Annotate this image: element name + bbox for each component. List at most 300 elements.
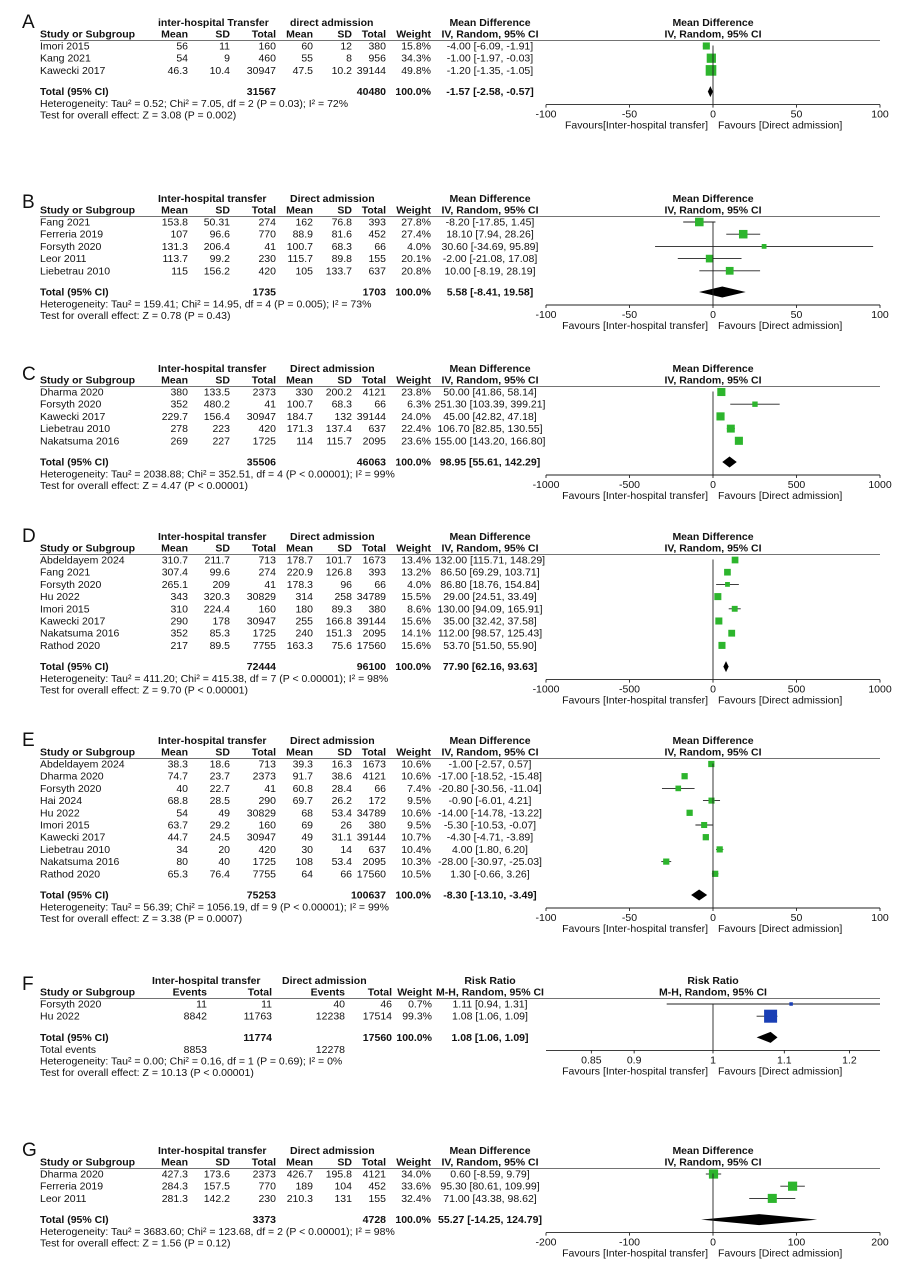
study-value: 100.7 <box>286 240 313 253</box>
study-point <box>681 773 687 779</box>
footer-text: Heterogeneity: Tau² = 3683.60; Chi² = 123.68, df = 2 (P < 0.00001); I² = 98% <box>40 1226 395 1239</box>
study-value: 637 <box>368 265 386 278</box>
study-value: 343 <box>170 591 188 604</box>
column-header: Study or Subgroup <box>40 746 136 759</box>
column-header: SD <box>215 1156 230 1169</box>
study-name: Liebetrau 2010 <box>40 843 111 856</box>
study-point <box>726 267 734 275</box>
study-point <box>789 1002 793 1006</box>
study-point <box>706 65 717 76</box>
study-point <box>715 617 722 624</box>
study-value: 171.3 <box>286 423 313 436</box>
study-value: 41 <box>264 782 276 795</box>
axis-tick-label: 100 <box>871 108 889 121</box>
study-ci: -2.00 [-21.08, 17.08] <box>442 253 538 266</box>
pooled-diamond <box>699 287 746 298</box>
total-value: 1735 <box>252 286 276 299</box>
study-ci: 1.30 [-0.66, 3.26] <box>450 868 530 881</box>
axis-tick-label: -100 <box>535 912 557 924</box>
study-value: 20 <box>218 843 230 856</box>
study-value: 156.2 <box>203 265 230 278</box>
study-value: 211.7 <box>204 554 230 567</box>
study-value: 91.7 <box>292 770 313 783</box>
column-header: Mean <box>286 542 313 555</box>
total-value: 100.0% <box>395 286 431 299</box>
axis-tick-label: -50 <box>621 309 638 321</box>
study-value: 1725 <box>252 627 276 640</box>
study-value: 209 <box>212 578 230 591</box>
study-value: 10.2 <box>331 64 352 77</box>
study-name: Imori 2015 <box>40 819 90 832</box>
study-ci: -8.20 [-17.85, 1.45] <box>445 216 535 229</box>
axis-tick-label: 50 <box>790 912 803 924</box>
study-ci: 53.70 [51.50, 55.90] <box>443 639 537 652</box>
column-header: Total <box>361 204 386 217</box>
column-header: Weight <box>397 986 432 999</box>
study-value: 60.8 <box>292 782 313 795</box>
study-value: 281.3 <box>161 1192 188 1205</box>
pooled-diamond <box>723 661 728 672</box>
study-value: 420 <box>258 265 276 278</box>
study-value: 55 <box>301 52 313 65</box>
study-value: 2095 <box>362 627 386 640</box>
effect-subheader: IV, Random, 95% CI <box>441 28 539 41</box>
forest-plot-d <box>0 526 918 726</box>
column-header: Weight <box>396 542 431 555</box>
study-value: 89.3 <box>331 603 352 616</box>
study-value: 290 <box>170 615 188 628</box>
study-point <box>709 1169 718 1178</box>
study-value: 26 <box>340 819 352 832</box>
study-value: 184.7 <box>286 410 313 423</box>
favours-right: Favours [Direct admission] <box>718 923 843 935</box>
axis-tick-label: 0.85 <box>581 1054 602 1067</box>
study-value: 115.7 <box>287 253 313 266</box>
study-ci: 35.00 [32.42, 37.58] <box>443 615 537 628</box>
study-value: 393 <box>368 566 386 579</box>
study-value: 40 <box>333 998 345 1011</box>
study-name: Liebetrau 2010 <box>40 423 111 436</box>
study-value: 1673 <box>362 758 386 771</box>
study-value: 88.9 <box>292 228 313 241</box>
effect-subheader: IV, Random, 95% CI <box>441 542 539 555</box>
study-value: 28.5 <box>209 795 230 808</box>
column-header: Study or Subgroup <box>40 986 136 999</box>
total-label: Total (95% CI) <box>40 86 109 99</box>
study-value: 100.7 <box>286 398 313 411</box>
study-value: 2373 <box>252 386 276 399</box>
study-value: 224.4 <box>203 603 230 616</box>
study-value: 269 <box>170 435 188 448</box>
study-value: 220.9 <box>286 566 313 579</box>
study-value: 39144 <box>356 615 386 628</box>
footer-text: Test for overall effect: Z = 10.13 (P < 0.00001) <box>40 1066 254 1079</box>
study-name: Dharma 2020 <box>40 770 104 783</box>
axis-tick-label: -50 <box>621 108 638 121</box>
column-header: SD <box>215 542 230 555</box>
study-name: Kawecki 2017 <box>40 64 106 77</box>
study-ci: 251.30 [103.39, 399.21] <box>434 398 546 411</box>
study-value: 17560 <box>356 639 386 652</box>
study-value: 89.8 <box>331 253 352 266</box>
effect-header: Mean Difference <box>449 363 531 375</box>
study-name: Fang 2021 <box>40 216 91 229</box>
study-value: 155 <box>368 1192 386 1205</box>
effect-header: Mean Difference <box>449 531 531 543</box>
study-value: 23.8% <box>401 386 431 399</box>
axis-tick-label: -500 <box>618 479 641 491</box>
study-name: Kawecki 2017 <box>40 410 106 423</box>
favours-left: Favours [Inter-hospital transfer] <box>562 1065 708 1078</box>
total-ci: -1.57 [-2.58, -0.57] <box>446 86 534 99</box>
favours-left: Favours [Inter-hospital transfer] <box>562 923 708 935</box>
study-name: Fang 2021 <box>40 566 91 579</box>
study-value: 96 <box>340 578 352 591</box>
effect-header: Mean Difference <box>449 735 531 747</box>
study-value: 8842 <box>183 1010 207 1023</box>
study-value: 39144 <box>356 831 386 844</box>
axis-tick-label: 0 <box>710 912 716 924</box>
column-header: Mean <box>161 374 188 387</box>
study-value: 65.3 <box>167 868 188 881</box>
favours-right: Favours [Direct admission] <box>718 1065 843 1078</box>
study-name: Ferreria 2019 <box>40 228 104 241</box>
study-value: 40 <box>176 782 188 795</box>
study-value: 23.6% <box>401 435 431 448</box>
study-value: 27.4% <box>401 228 431 241</box>
study-value: 49 <box>218 807 230 820</box>
study-name: Forsyth 2020 <box>40 998 102 1011</box>
study-value: 189 <box>295 1180 313 1193</box>
group-header: Direct admission <box>290 1145 375 1157</box>
column-header: SD <box>215 28 230 41</box>
study-value: 420 <box>258 423 276 436</box>
axis-tick-label: -200 <box>535 1236 557 1249</box>
panel-label: G <box>22 1140 37 1161</box>
total-value: 4728 <box>362 1214 386 1227</box>
study-point <box>728 630 735 637</box>
study-value: 30947 <box>246 410 276 423</box>
forest-plot-c <box>0 358 918 523</box>
study-value: 49.8% <box>401 64 431 77</box>
study-value: 314 <box>295 591 313 604</box>
axis-tick-label: 0 <box>710 683 716 696</box>
study-value: 8.6% <box>407 603 431 616</box>
study-value: 1673 <box>362 554 386 567</box>
column-header: Mean <box>161 204 188 217</box>
total-events-value: 8853 <box>183 1043 207 1056</box>
study-value: 30829 <box>246 591 276 604</box>
total-label: Total (95% CI) <box>40 661 109 674</box>
group-header: Direct admission <box>282 975 367 987</box>
study-ci: 132.00 [115.71, 148.29] <box>434 554 546 567</box>
study-value: 22.7 <box>209 782 230 795</box>
study-value: 307.4 <box>161 566 188 579</box>
study-value: 420 <box>258 843 276 856</box>
column-header: Weight <box>396 204 431 217</box>
study-value: 28.4 <box>331 782 352 795</box>
effect-subheader: M-H, Random, 95% CI <box>436 986 544 999</box>
study-value: 68 <box>301 807 313 820</box>
axis-tick-label: -500 <box>618 683 641 696</box>
column-header: Total <box>361 746 386 759</box>
pooled-diamond <box>691 890 707 901</box>
plot-subheader: IV, Random, 95% CI <box>664 374 762 387</box>
column-header: Total <box>251 746 276 759</box>
study-value: 160 <box>258 40 276 53</box>
study-value: 9.5% <box>407 795 431 808</box>
study-value: 380 <box>170 386 188 399</box>
study-point <box>703 42 710 49</box>
axis-tick-label: -1000 <box>532 479 560 491</box>
column-header: SD <box>215 374 230 387</box>
study-value: 12238 <box>315 1010 345 1023</box>
study-value: 66 <box>374 398 386 411</box>
study-value: 30947 <box>246 831 276 844</box>
favours-left: Favours [Inter-hospital transfer] <box>562 320 708 332</box>
study-point <box>739 230 748 239</box>
study-value: 41 <box>264 398 276 411</box>
forest-plot-e <box>0 730 918 970</box>
total-value: 72444 <box>246 661 276 674</box>
column-header: Total <box>361 28 386 41</box>
study-value: 278 <box>170 423 188 436</box>
column-header: Mean <box>161 542 188 555</box>
group-header: Inter-hospital transfer <box>152 975 261 987</box>
study-value: 427.3 <box>161 1168 188 1181</box>
axis-tick-label: 50 <box>790 309 803 321</box>
axis-tick-label: 0.9 <box>626 1054 642 1067</box>
total-ci: -8.30 [-13.10, -3.49] <box>443 889 537 902</box>
footer-text: Heterogeneity: Tau² = 159.41; Chi² = 14.95, df = 4 (P = 0.005); I² = 73% <box>40 298 372 311</box>
total-ci: 5.58 [-8.41, 19.58] <box>446 286 534 299</box>
axis-tick-label: 1.2 <box>842 1054 857 1067</box>
study-ci: -14.00 [-14.78, -13.22] <box>438 807 542 820</box>
forest-plot-f <box>0 970 918 1135</box>
study-value: 81.6 <box>331 228 352 241</box>
column-header: Total <box>247 986 272 999</box>
study-point <box>732 606 738 612</box>
study-value: 47.5 <box>292 64 313 77</box>
effect-subheader: IV, Random, 95% CI <box>441 746 539 759</box>
study-value: 380 <box>368 603 386 616</box>
study-value: 13.4% <box>401 554 431 567</box>
study-value: 54 <box>176 52 188 65</box>
study-value: 53.4 <box>331 807 352 820</box>
study-value: 206.4 <box>203 240 230 253</box>
study-value: 17560 <box>356 868 386 881</box>
plot-subheader: IV, Random, 95% CI <box>664 204 762 217</box>
study-ci: 29.00 [24.51, 33.49] <box>443 591 537 604</box>
total-label: Total (95% CI) <box>40 1214 109 1227</box>
study-value: 75.6 <box>331 639 352 652</box>
total-ci: 77.90 [62.16, 93.63] <box>442 661 538 674</box>
study-value: 41 <box>264 240 276 253</box>
study-name: Liebetrau 2010 <box>40 265 111 278</box>
study-value: 39144 <box>356 64 386 77</box>
study-point <box>714 593 721 600</box>
study-point <box>724 569 731 576</box>
column-header: Mean <box>286 28 313 41</box>
favours-right: Favours [Direct admission] <box>718 490 843 502</box>
study-value: 23.7 <box>209 770 230 783</box>
favours-left: Favours [Inter-hospital transfer] <box>562 490 708 502</box>
study-value: 258 <box>334 591 352 604</box>
total-value: 3373 <box>252 1214 276 1227</box>
study-value: 34 <box>176 843 188 856</box>
column-header: Mean <box>161 1156 188 1169</box>
study-value: 452 <box>368 1180 386 1193</box>
plot-header: Mean Difference <box>672 17 754 29</box>
study-value: 0.7% <box>408 998 432 1011</box>
favours-left: Favours[Inter-hospital transfer] <box>565 119 708 132</box>
total-value: 35506 <box>246 456 276 469</box>
study-value: 770 <box>258 228 276 241</box>
study-point <box>788 1182 797 1191</box>
column-header: Events <box>172 986 207 999</box>
footer-text: Heterogeneity: Tau² = 56.39; Chi² = 1056.19, df = 9 (P < 0.00001); I² = 99% <box>40 901 389 914</box>
study-value: 274 <box>258 216 276 229</box>
study-point <box>717 388 725 396</box>
study-ci: 30.60 [-34.69, 95.89] <box>441 240 539 253</box>
study-value: 30 <box>301 843 313 856</box>
group-header: Inter-hospital transfer <box>158 735 267 747</box>
study-value: 255 <box>295 615 313 628</box>
axis-tick-label: -50 <box>621 912 638 924</box>
forest-panel-d <box>0 526 918 726</box>
plot-header: Mean Difference <box>672 363 754 375</box>
study-value: 31.1 <box>331 831 352 844</box>
study-point <box>706 255 714 263</box>
column-header: Study or Subgroup <box>40 542 136 555</box>
study-value: 166.8 <box>325 615 352 628</box>
plot-header: Mean Difference <box>672 531 754 543</box>
axis-tick-label: 1000 <box>868 479 892 491</box>
column-header: Total <box>367 986 392 999</box>
study-point <box>708 761 714 767</box>
study-point <box>708 798 714 804</box>
study-name: Imori 2015 <box>40 603 90 616</box>
plot-subheader: M-H, Random, 95% CI <box>659 986 767 999</box>
forest-plot-g <box>0 1140 918 1280</box>
study-point <box>752 402 757 407</box>
study-point <box>703 834 709 840</box>
total-value: 17560 <box>362 1031 392 1044</box>
favours-right: Favours [Direct admission] <box>718 119 843 132</box>
study-point <box>727 425 735 433</box>
study-value: 34.0% <box>401 1168 431 1181</box>
total-ci: 1.08 [1.06, 1.09] <box>451 1031 529 1044</box>
study-value: 29.2 <box>209 819 230 832</box>
plot-subheader: IV, Random, 95% CI <box>664 1156 762 1169</box>
study-name: Hu 2022 <box>40 807 80 820</box>
favours-left: Favours [Inter-hospital transfer] <box>562 1247 708 1260</box>
axis-tick-label: -100 <box>535 108 557 121</box>
study-point <box>716 412 724 420</box>
study-value: 200.2 <box>325 386 352 399</box>
study-ci: 71.00 [43.38, 98.62] <box>443 1192 537 1205</box>
plot-subheader: IV, Random, 95% CI <box>664 746 762 759</box>
study-value: 210.3 <box>286 1192 313 1205</box>
study-value: 10.3% <box>401 856 431 869</box>
study-ci: 18.10 [7.94, 28.26] <box>446 228 534 241</box>
study-name: Dharma 2020 <box>40 386 104 399</box>
study-value: 2373 <box>252 770 276 783</box>
study-value: 4.0% <box>407 240 431 253</box>
study-name: Rathod 2020 <box>40 868 101 881</box>
study-value: 39144 <box>356 410 386 423</box>
footer-text: Test for overall effect: Z = 9.70 (P < 0.00001) <box>40 684 248 697</box>
footer-text: Heterogeneity: Tau² = 0.52; Chi² = 7.05, df = 2 (P = 0.03); I² = 72% <box>40 98 349 111</box>
pooled-diamond <box>701 1214 817 1225</box>
total-value: 46063 <box>356 456 386 469</box>
study-value: 637 <box>368 843 386 856</box>
study-point <box>663 859 669 865</box>
axis-tick-label: 100 <box>787 1236 806 1249</box>
total-value: 1703 <box>362 286 386 299</box>
total-value: 100.0% <box>395 456 431 469</box>
column-header: Total <box>361 542 386 555</box>
footer-text: Heterogeneity: Tau² = 411.20; Chi² = 415.38, df = 7 (P < 0.00001); I² = 98% <box>40 673 389 686</box>
study-value: 113.7 <box>162 253 188 266</box>
study-ci: 130.00 [94.09, 165.91] <box>437 603 543 616</box>
study-value: 229.7 <box>161 410 188 423</box>
study-value: 1725 <box>252 435 276 448</box>
study-value: 16.3 <box>331 758 352 771</box>
study-value: 115.7 <box>326 435 352 448</box>
study-point <box>768 1194 777 1203</box>
study-name: Nakatsuma 2016 <box>40 627 120 640</box>
plot-header: Mean Difference <box>672 735 754 747</box>
study-value: 393 <box>368 216 386 229</box>
study-value: 2373 <box>252 1168 276 1181</box>
study-ci: 10.00 [-8.19, 28.19] <box>444 265 536 278</box>
favours-right: Favours [Direct admission] <box>718 694 843 707</box>
study-ci: 112.00 [98.57, 125.43] <box>437 627 543 640</box>
footer-text: Heterogeneity: Tau² = 0.00; Chi² = 0.16, df = 1 (P = 0.69); I² = 0% <box>40 1055 343 1068</box>
study-value: 142.2 <box>203 1192 230 1205</box>
study-ci: -1.20 [-1.35, -1.05] <box>446 64 534 77</box>
study-name: Abdeldayem 2024 <box>40 758 125 771</box>
study-value: 4121 <box>362 770 386 783</box>
study-value: 9 <box>224 52 230 65</box>
column-header: SD <box>215 204 230 217</box>
study-value: 26.2 <box>331 795 352 808</box>
study-ci: 4.00 [1.80, 6.20] <box>452 843 528 856</box>
study-point <box>735 437 743 445</box>
study-value: 13.2% <box>401 566 431 579</box>
study-value: 11 <box>261 998 272 1011</box>
study-value: 105 <box>295 265 313 278</box>
effect-subheader: IV, Random, 95% CI <box>441 204 539 217</box>
column-header: SD <box>337 746 352 759</box>
study-name: Leor 2011 <box>40 253 87 266</box>
axis-tick-label: 1.1 <box>777 1054 792 1067</box>
forest-panel-a <box>0 12 918 172</box>
column-header: Total <box>251 542 276 555</box>
column-header: Weight <box>396 374 431 387</box>
study-point <box>718 642 725 649</box>
study-value: 480.2 <box>203 398 230 411</box>
study-value: 217 <box>170 639 188 652</box>
study-value: 956 <box>368 52 386 65</box>
study-ci: -17.00 [-18.52, -15.48] <box>438 770 542 783</box>
effect-header: Mean Difference <box>449 1145 531 1157</box>
study-value: 64 <box>301 868 313 881</box>
total-label: Total (95% CI) <box>40 456 109 469</box>
footer-text: Test for overall effect: Z = 3.38 (P = 0.0007) <box>40 913 243 925</box>
study-value: 380 <box>368 40 386 53</box>
